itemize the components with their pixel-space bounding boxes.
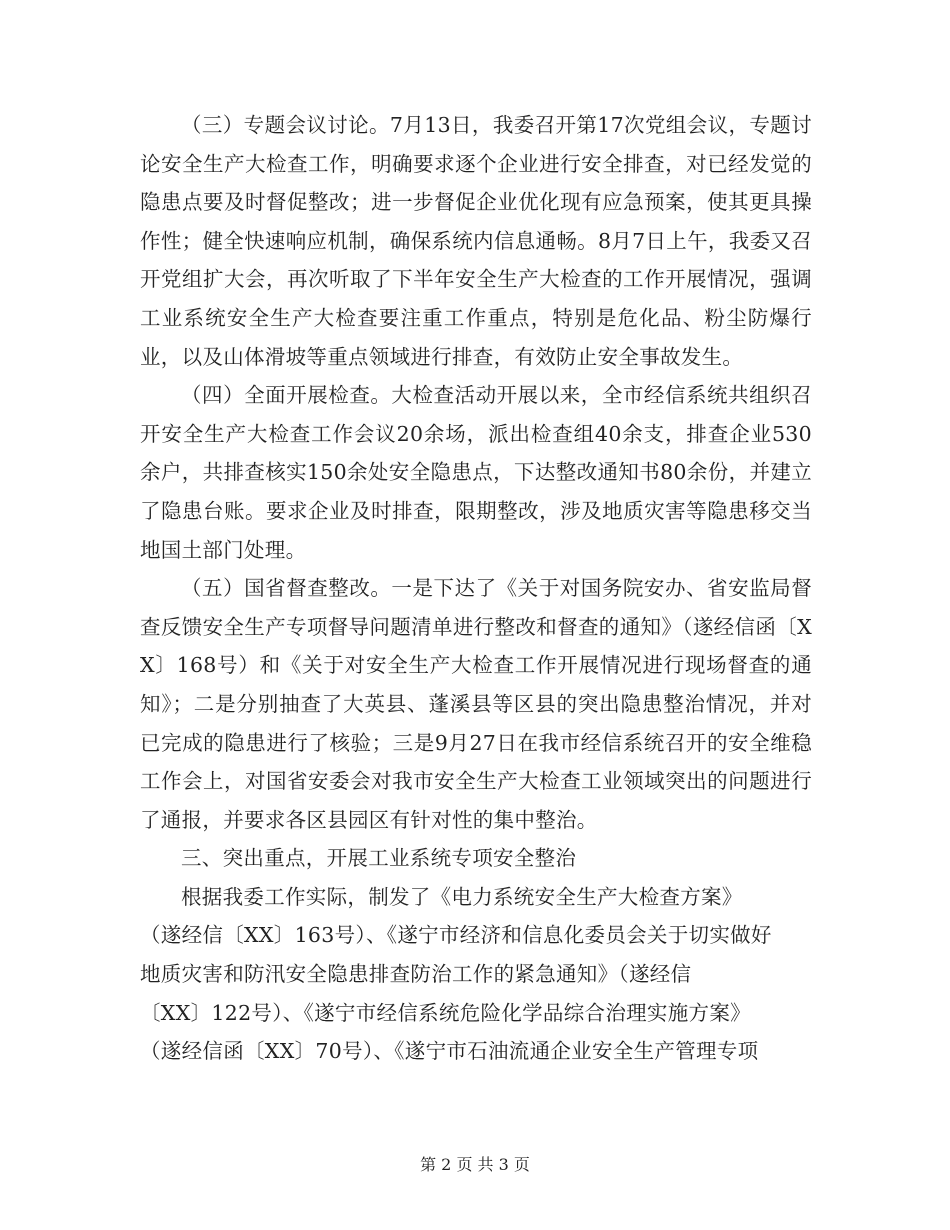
section-heading: 三、突出重点，开展工业系统专项安全整治 <box>181 846 577 871</box>
last-section-line: 地质灾害和防汛安全隐患排查防治工作的紧急通知》（遂经信 <box>140 962 692 987</box>
body-text <box>140 106 812 1071</box>
last-section-line: 〔XX〕122号）、《遂宁市经信系统危险化学品综合治理实施方案》 <box>140 1000 751 1025</box>
last-section-line: （遂经信〔XX〕163号）、《遂宁市经济和信息化委员会关于切实做好 <box>140 923 772 948</box>
page-number-label: 第 2 页 共 3 页 <box>420 1155 530 1174</box>
paragraph-supervision-rectification: （五）国省督查整改。一是下达了《关于对国务院安办、省安监局督查反馈安全生产专项督导问题清单进行整改和督查的通知》（遂经信函〔XX〕168号）和《关于对安全生产大检查工作开展情况进行现场督查的通知》；二是分别抽查了大英县、蓬溪县等区县的突出隐患整治情况，并对已完成的隐患进行了核验；三是9月27日在我市经信系统召开的安全维稳工作会上，对国省安委会对我市安全生产大检查工业领域突出的问题进行了通报，并要求各区县园区有针对性的集中整治。 <box>140 576 812 832</box>
last-section-line: 根据我委工作实际，制发了《电力系统安全生产大检查方案》 <box>181 884 743 909</box>
page-footer <box>0 1152 950 1175</box>
paragraph-full-inspection: （四）全面开展检查。大检查活动开展以来，全市经信系统共组织召开安全生产大检查工作会议20余场，派出检查组40余支，排查企业530余户，共排查核实150余处安全隐患点，下达整改通知书80余份，并建立了隐患台账。要求企业及时排查，限期整改，涉及地质灾害等隐患移交当地国土部门处理。 <box>140 383 812 562</box>
last-section-line: （遂经信函〔XX〕70号）、《遂宁市石油流通企业安全生产管理专项 <box>140 1039 759 1064</box>
paragraph-topic-meeting: （三）专题会议讨论。7月13日，我委召开第17次党组会议，专题讨论安全生产大检查工作，明确要求逐个企业进行安全排查，对已经发觉的隐患点要及时督促整改；进一步督促企业优化现有应急预案，使其更具操作性；健全快速响应机制，确保系统内信息通畅。8月7日上午，我委又召开党组扩大会，再次听取了下半年安全生产大检查的工作开展情况，强调工业系统安全生产大检查要注重工作重点，特别是危化品、粉尘防爆行业，以及山体滑坡等重点领域进行排查，有效防止安全事故发生。 <box>140 113 812 369</box>
